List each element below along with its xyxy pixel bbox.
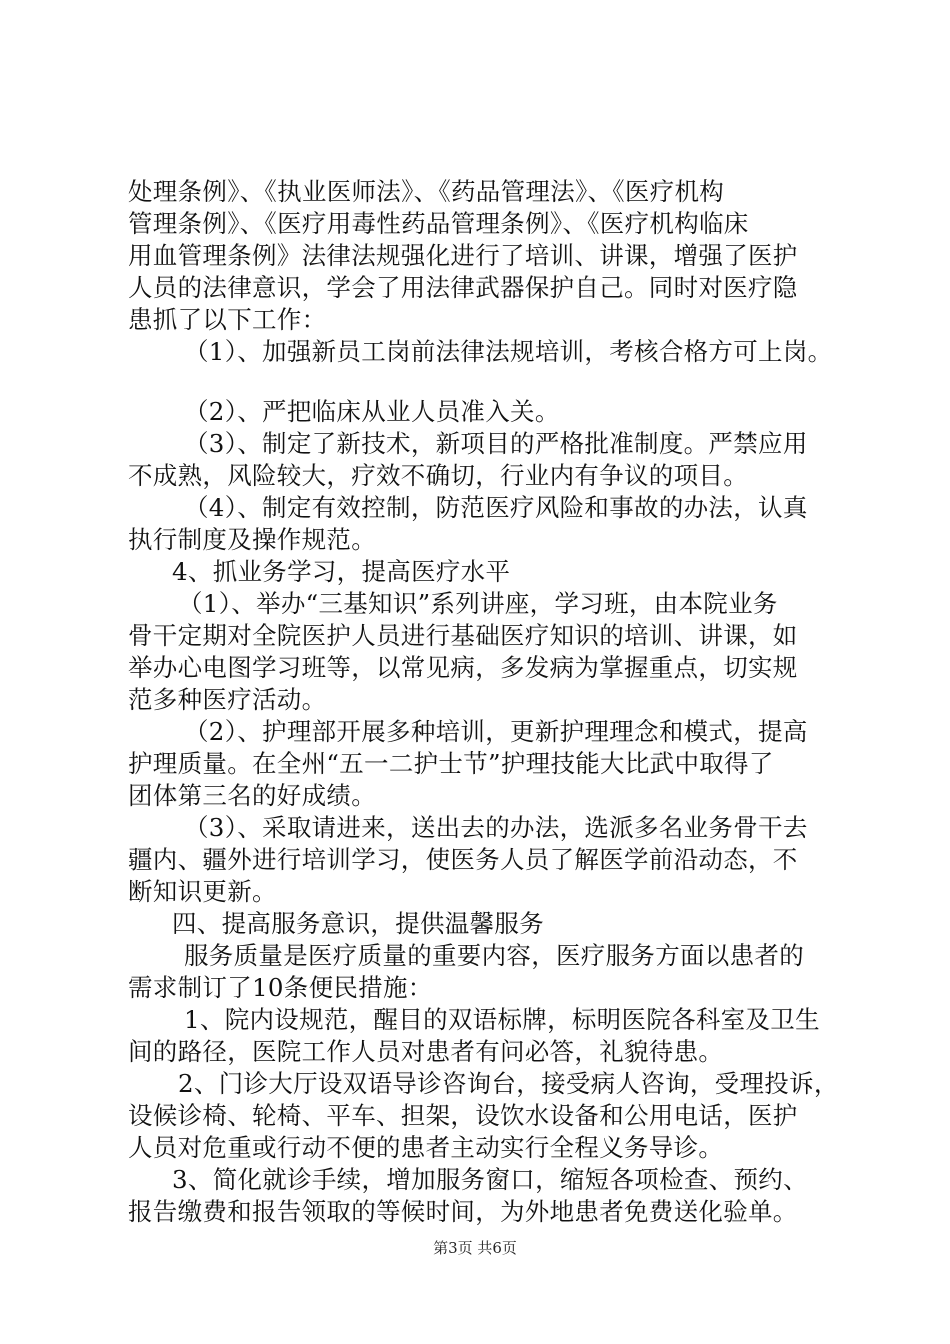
text-line: 患抓了以下工作：: [128, 305, 327, 334]
text-line: 疆内、疆外进行培训学习，使医务人员了解医学前沿动态，不: [128, 845, 798, 874]
text-line: （1）、举办“三基知识”系列讲座，学习班，由本院业务: [178, 589, 778, 618]
text-line: （4）、制定有效控制，防范医疗风险和事故的办法，认真: [184, 493, 808, 522]
text-line: （2）、严把临床从业人员准入关。: [184, 397, 560, 426]
text-line: 处理条例》、《执业医师法》、《药品管理法》、《医疗机构: [128, 177, 725, 206]
text-line: 用血管理条例》法律法规强化进行了培训、讲课，增强了医护: [128, 241, 798, 270]
text-line: 需求制订了10条便民措施：: [128, 973, 433, 1002]
page-number-footer: 第3页 共6页: [433, 1239, 517, 1257]
text-line: （3）、采取请进来，送出去的办法，选派多名业务骨干去: [184, 813, 808, 842]
text-line: 人员的法律意识，学会了用法律武器保护自己。同时对医疗隐: [128, 273, 798, 302]
text-line: 不成熟，风险较大，疗效不确切，行业内有争议的项目。: [128, 461, 748, 490]
text-line: 管理条例》、《医疗用毒性药品管理条例》、《医疗机构临床: [128, 209, 749, 238]
text-line: 2、门诊大厅设双语导诊咨询台，接受病人咨询，受理投诉，: [178, 1069, 839, 1098]
text-line: 4、抓业务学习，提高医疗水平: [172, 557, 511, 586]
text-line: 骨干定期对全院医护人员进行基础医疗知识的培训、讲课，如: [128, 621, 798, 650]
text-line: 护理质量。在全州“五一二护士节”护理技能大比武中取得了: [128, 749, 774, 778]
text-line: 执行制度及操作规范。: [128, 525, 376, 554]
text-line: 报告缴费和报告领取的等候时间，为外地患者免费送化验单。: [128, 1197, 798, 1226]
text-line: （2）、护理部开展多种培训，更新护理理念和模式，提高: [184, 717, 808, 746]
text-line: （1）、加强新员工岗前法律法规培训，考核合格方可上岗。: [184, 337, 833, 366]
text-line: 四、提高服务意识，提供温馨服务: [172, 909, 544, 938]
text-line: 范多种医疗活动。: [128, 685, 327, 714]
text-line: 举办心电图学习班等，以常见病，多发病为掌握重点，切实规: [128, 653, 798, 682]
text-line: 人员对危重或行动不便的患者主动实行全程义务导诊。: [128, 1133, 724, 1162]
text-line: 3、简化就诊手续，增加服务窗口，缩短各项检查、预约、: [172, 1165, 808, 1194]
text-line: 服务质量是医疗质量的重要内容，医疗服务方面以患者的: [184, 941, 804, 970]
text-line: 1、院内设规范，醒目的双语标牌，标明医院各科室及卫生: [184, 1005, 820, 1034]
text-line: （3）、制定了新技术，新项目的严格批准制度。严禁应用: [184, 429, 808, 458]
text-line: 设候诊椅、轮椅、平车、担架，设饮水设备和公用电话，医护: [128, 1101, 798, 1130]
text-line: 团体第三名的好成绩。: [128, 781, 376, 810]
text-line: 间的路径，医院工作人员对患者有问必答，礼貌待患。: [128, 1037, 724, 1066]
text-line: 断知识更新。: [128, 877, 277, 906]
